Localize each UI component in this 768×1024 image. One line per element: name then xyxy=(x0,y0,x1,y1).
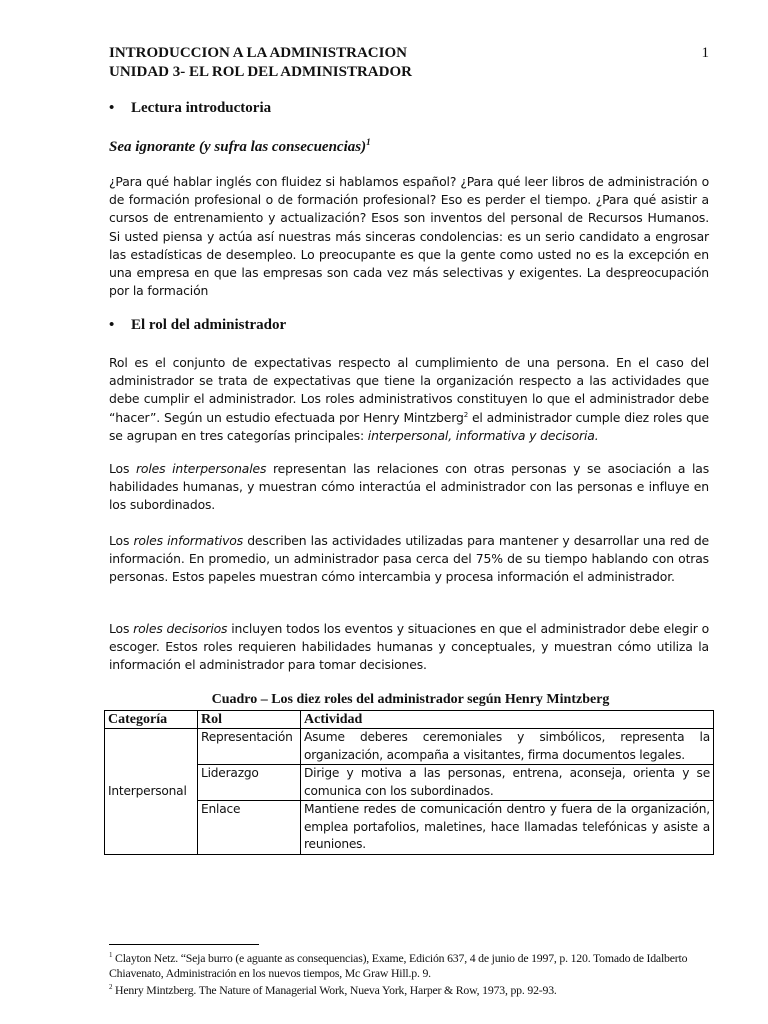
rol-cell: Liderazgo xyxy=(198,765,301,801)
column-header-categoria: Categoría xyxy=(105,711,198,729)
column-header-actividad: Actividad xyxy=(301,711,714,729)
actividad-cell: Mantiene redes de comunicación dentro y fuera de la organización, emplea portafolios, maletines, hace llamadas telefónicas y asiste a reuniones. xyxy=(301,801,714,855)
paragraph-rol-text: Rol es el conjunto de expectativas respecto al cumplimiento de una persona. En el caso del administrador se trata de expectativas que tiene la organización respecto a las actividades que debe cumplir el administrador. Los roles administrativos constituyen lo que el administrador debe “hacer”. Según un estudio efectuada por Henry Mintzberg xyxy=(109,355,709,425)
actividad-cell: Dirige y motiva a las personas, entrena, aconseja, orienta y se comunica con los subordinados. xyxy=(301,765,714,801)
footnote-ref-1: 1 xyxy=(366,137,371,147)
actividad-cell: Asume deberes ceremoniales y simbólicos, representa la organización, acompaña a visitantes, firma documentos legales. xyxy=(301,729,714,765)
rol-cell: Enlace xyxy=(198,801,301,855)
table-header-row xyxy=(105,711,714,729)
footnote-text: Clayton Netz. “Seja burro (e aguante as consequencias), Exame, Edición 637, 4 de junio de 1997, p. 120. Tomado de Idalberto Chiavenato, Administración en los nuevos tiempos, Mc Graw Hill.p. 9. xyxy=(109,950,688,981)
term-roles-informativos: roles informativos xyxy=(133,533,243,548)
footnote-separator xyxy=(109,944,259,945)
paragraph-body: describen las actividades utilizadas para mantener y desarrollar una red de información. En promedio, un administrador pasa cerca del 75% de su tiempo hablando con otras personas. Estos papeles muestran cómo intercambia y procesa información el administrador. xyxy=(109,533,710,585)
section-heading-lectura xyxy=(109,100,709,117)
paragraph-body: incluyen todos los eventos y situaciones en que el administrador debe elegir o escoger. Estos roles requieren habilidades humanas y conceptuales, y muestran cómo utiliza la información el administrador para tomar decisiones. xyxy=(109,621,709,673)
footnote-ref-2: 2 xyxy=(463,410,468,419)
bullet-icon: • xyxy=(109,317,115,333)
reading-title-text: Sea ignorante (y sufra las consecuencias) xyxy=(109,139,367,155)
unit-title: UNIDAD 3- EL ROL DEL ADMINISTRADOR xyxy=(109,64,412,80)
page-number: 1 xyxy=(701,45,709,61)
section-heading-label: Lectura introductoria xyxy=(131,100,272,116)
paragraph-decisorios xyxy=(109,620,709,675)
footnote-text: Henry Mintzberg. The Nature of Managerial Work, Nueva York, Harper & Row, 1973, pp. 92-93. xyxy=(112,982,557,997)
category-cell: Interpersonal xyxy=(105,729,198,855)
rol-cell: Representación xyxy=(198,729,301,765)
section-heading-rol xyxy=(109,317,709,334)
paragraph-informativos xyxy=(109,532,709,587)
paragraph-interpersonal xyxy=(109,460,709,515)
reading-paragraph: ¿Para qué hablar inglés con fluidez si hablamos español? ¿Para qué leer libros de administración o de formación profesional o de formación profesional? Eso es perder el tiempo. ¿Para qué asistir a cursos de entrenamiento y actualización? Esos son inventos del personal de Recursos Humanos. Si usted piensa y actúa así nuestras más sinceras condolencias: es un serio candidato a engrosar las estadísticas de desempleo. Lo preocupante es que la gente como usted no es la excepción en una empresa en que las empresas son cada vez más selectivas y exigentes. La despreocupación por la formación xyxy=(109,174,709,299)
term-roles-decisorios: roles decisorios xyxy=(133,621,228,636)
course-title: INTRODUCCION A LA ADMINISTRACION xyxy=(109,45,407,61)
table-row xyxy=(105,729,714,765)
paragraph-rol xyxy=(109,354,709,445)
section-heading-label: El rol del administrador xyxy=(131,317,287,333)
paragraph-rol-text-cont: el administrador cumple diez roles que se agrupan en tres categorías principales: xyxy=(109,409,709,443)
footnote-mark: 1 xyxy=(109,951,113,959)
reading-title xyxy=(109,137,709,156)
paragraph-lead: Los xyxy=(109,461,136,476)
bullet-icon: • xyxy=(109,100,115,116)
paragraph-lead: Los xyxy=(109,621,134,636)
column-header-rol: Rol xyxy=(198,711,301,729)
footnote-2 xyxy=(109,980,714,998)
table-caption: Cuadro – Los diez roles del administrador según Henry Mintzberg xyxy=(211,692,610,707)
footnote-mark: 2 xyxy=(109,983,113,991)
roles-table xyxy=(104,710,714,855)
paragraph-rol-categories: interpersonal, informativa y decisoria. xyxy=(367,427,599,443)
paragraph-body: representan las relaciones con otras personas y se asociación a las habilidades humanas, y muestran cómo interactúa el administrador con las personas e influye en los subordinados. xyxy=(109,461,709,513)
term-roles-interpersonales: roles interpersonales xyxy=(135,461,267,476)
footnote-1 xyxy=(109,948,714,982)
paragraph-lead: Los xyxy=(109,533,134,548)
page-header xyxy=(109,44,709,82)
